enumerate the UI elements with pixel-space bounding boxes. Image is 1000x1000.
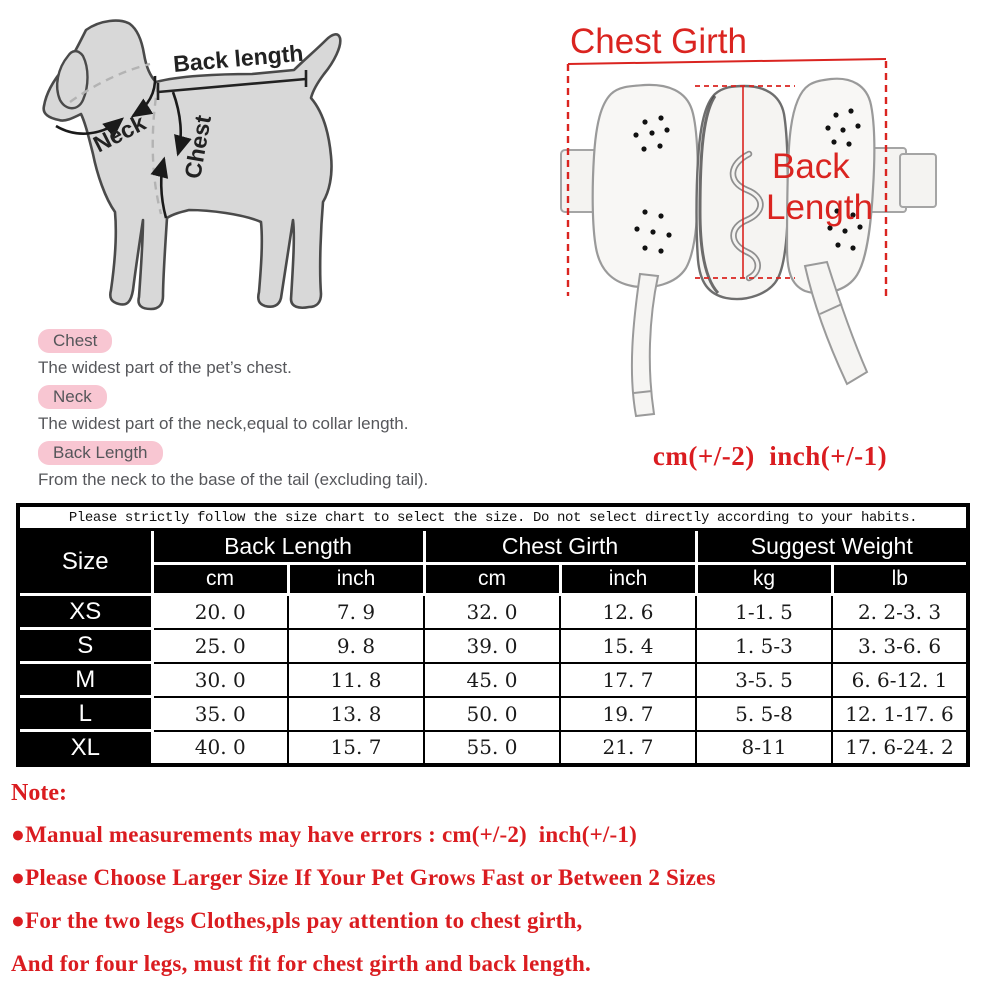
- table-row-xl: [18, 731, 968, 766]
- notes-title: Note:: [11, 780, 67, 806]
- back-length-definition-text: From the neck to the base of the tail (excluding tail).: [38, 470, 429, 489]
- back-length-label-line2: Length: [766, 188, 874, 227]
- value-cell: 30. 0: [152, 663, 288, 697]
- size-label: XL: [18, 731, 152, 766]
- value-cell: 45. 0: [424, 663, 560, 697]
- value-cell: 3. 3-6. 6: [832, 629, 968, 663]
- neck-term-pill: Neck: [38, 385, 107, 409]
- size-label: XS: [18, 595, 152, 629]
- back-length-label-line1: Back: [772, 147, 850, 186]
- value-cell: 8-11: [696, 731, 832, 766]
- note-item: ●For the two legs Clothes,pls pay attention to chest girth,: [11, 908, 583, 933]
- value-cell: 20. 0: [152, 595, 288, 629]
- value-cell: 40. 0: [152, 731, 288, 766]
- value-cell: 12. 6: [560, 595, 696, 629]
- value-cell: 12. 1-17. 6: [832, 697, 968, 731]
- note-item: ●Please Choose Larger Size If Your Pet Grows Fast or Between 2 Sizes: [11, 865, 716, 890]
- definition-back-length: [38, 441, 538, 490]
- size-label: S: [18, 629, 152, 663]
- value-cell: 1. 5-3: [696, 629, 832, 663]
- neck-definition-text: The widest part of the neck,equal to collar length.: [38, 414, 409, 433]
- value-cell: 6. 6-12. 1: [832, 663, 968, 697]
- chest-definition-text: The widest part of the pet’s chest.: [38, 358, 292, 377]
- value-cell: 21. 7: [560, 731, 696, 766]
- suggest-weight-group-header: Suggest Weight: [696, 530, 968, 564]
- value-cell: 35. 0: [152, 697, 288, 731]
- value-cell: 13. 8: [288, 697, 424, 731]
- size-label: L: [18, 697, 152, 731]
- value-cell: 2. 2-3. 3: [832, 595, 968, 629]
- value-cell: 1-1. 5: [696, 595, 832, 629]
- back-length-group-header: Back Length: [152, 530, 424, 564]
- definition-neck: [38, 385, 538, 434]
- dog-measure-diagram: [8, 6, 360, 324]
- neck-label: Neck: [88, 109, 150, 158]
- value-cell: 19. 7: [560, 697, 696, 731]
- chest-girth-label: Chest Girth: [570, 22, 747, 61]
- value-cell: 11. 8: [288, 663, 424, 697]
- unit-header-kg: kg: [696, 564, 832, 595]
- unit-header-inch: inch: [288, 564, 424, 595]
- value-cell: 15. 7: [288, 731, 424, 766]
- value-cell: 3-5. 5: [696, 663, 832, 697]
- table-notice: Please strictly follow the size chart to select the size. Do not select directly according to your habits.: [18, 505, 968, 530]
- chest-girth-group-header: Chest Girth: [424, 530, 696, 564]
- notes-section: [11, 780, 989, 994]
- garment-left-panel: [593, 85, 698, 287]
- note-item: ●Manual measurements may have errors : cm(+/-2) inch(+/-1): [11, 822, 637, 847]
- size-column-header: Size: [18, 530, 152, 595]
- value-cell: 39. 0: [424, 629, 560, 663]
- unit-header-cm: cm: [152, 564, 288, 595]
- table-notice-row: [18, 505, 968, 530]
- definition-chest: [38, 329, 538, 378]
- chest-term-pill: Chest: [38, 329, 112, 353]
- back-length-label: Back length: [172, 39, 305, 77]
- value-cell: 50. 0: [424, 697, 560, 731]
- value-cell: 25. 0: [152, 629, 288, 663]
- value-cell: 17. 6-24. 2: [832, 731, 968, 766]
- unit-header-lb: lb: [832, 564, 968, 595]
- value-cell: 15. 4: [560, 629, 696, 663]
- table-row-l: [18, 697, 968, 731]
- tolerance-note: cm(+/-2) inch(+/-1): [652, 441, 888, 471]
- chest-label: Chest: [179, 113, 217, 181]
- unit-header-inch: inch: [560, 564, 696, 595]
- table-row-xs: [18, 595, 968, 629]
- value-cell: 55. 0: [424, 731, 560, 766]
- unit-header-cm: cm: [424, 564, 560, 595]
- value-cell: 17. 7: [560, 663, 696, 697]
- note-item: And for four legs, must fit for chest girth and back length.: [11, 951, 591, 976]
- value-cell: 7. 9: [288, 595, 424, 629]
- back-length-term-pill: Back Length: [38, 441, 163, 465]
- garment-measure-diagram: [548, 12, 990, 437]
- size-chart-table: [16, 503, 970, 767]
- size-label: M: [18, 663, 152, 697]
- table-unit-header-row: [18, 564, 968, 595]
- table-row-m: [18, 663, 968, 697]
- table-row-s: [18, 629, 968, 663]
- value-cell: 5. 5-8: [696, 697, 832, 731]
- value-cell: 32. 0: [424, 595, 560, 629]
- table-group-header-row: [18, 530, 968, 564]
- value-cell: 9. 8: [288, 629, 424, 663]
